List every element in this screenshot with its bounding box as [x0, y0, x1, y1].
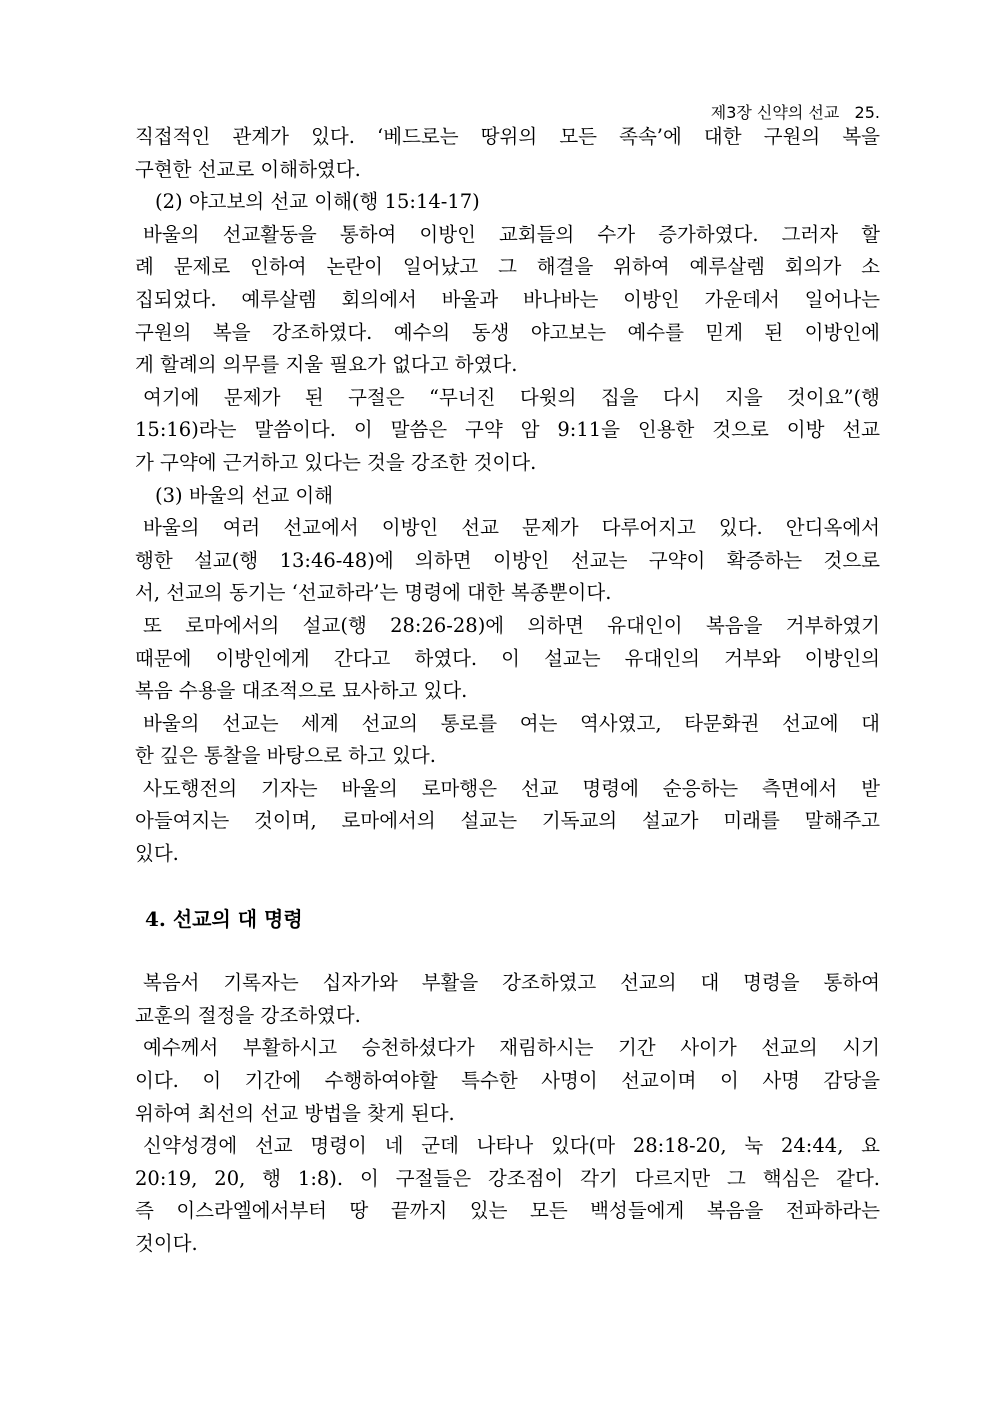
text-line: 예수께서 부활하시고 승천하셨다가 재림하시는 기간 사이가 선교의 시기 [143, 1036, 880, 1060]
body-text [135, 121, 880, 1261]
chapter-title: 제3장 신약의 선교 [710, 103, 840, 122]
text-line: 집되었다. 예루살렘 회의에서 바울과 바나바는 이방인 가운데서 일어나는 [135, 287, 880, 311]
text-line: 때문에 이방인에게 간다고 하였다. 이 설교는 유대인의 거부와 이방인의 [135, 646, 880, 670]
section-heading: 4. 선교의 대 명령 [145, 906, 303, 931]
text-line: 서, 선교의 동기는 ‘선교하라’는 명령에 대한 복종뿐이다. [135, 581, 612, 605]
text-line: 아들여지는 것이며, 로마에서의 설교는 기독교의 설교가 미래를 말해주고 [135, 809, 880, 833]
text-line: 가 구약에 근거하고 있다는 것을 강조한 것이다. [135, 450, 537, 474]
text-line: 바울의 여러 선교에서 이방인 선교 문제가 다루어지고 있다. 안디옥에서 [143, 516, 880, 540]
text-line: 한 깊은 통찰을 바탕으로 하고 있다. [135, 744, 436, 768]
text-line: 있다. [135, 842, 179, 866]
page-number: 25. [854, 103, 880, 122]
text-line: 사도행전의 기자는 바울의 로마행은 선교 명령에 순응하는 측면에서 받 [143, 776, 880, 800]
text-line: 바울의 선교활동을 통하여 이방인 교회들의 수가 증가하였다. 그러자 할 [143, 222, 880, 246]
text-line: 복음서 기록자는 십자가와 부활을 강조하였고 선교의 대 명령을 통하여 [143, 971, 880, 995]
text-line: 즉 이스라엘에서부터 땅 끝까지 있는 모든 백성들에게 복음을 전파하라는 [135, 1199, 880, 1223]
paragraph-block-1 [135, 121, 880, 871]
running-header [711, 100, 880, 123]
text-line: 20:19, 20, 행 1:8). 이 구절들은 강조점이 각기 다르지만 그 핵심은 같다. [135, 1166, 880, 1190]
text-line: 직접적인 관계가 있다. ‘베드로는 땅위의 모든 족속’에 대한 구원의 복을 [135, 125, 880, 148]
text-line: 례 문제로 인하여 논란이 일어났고 그 해결을 위하여 예루살렘 회의가 소 [135, 255, 880, 279]
text-line: 여기에 문제가 된 구절은 “무너진 다윗의 집을 다시 지을 것이요”(행 [143, 385, 880, 409]
text-line: 구원의 복을 강조하였다. 예수의 동생 야고보는 예수를 믿게 된 이방인에 [135, 320, 880, 344]
text-line: (2) 야고보의 선교 이해(행 15:14-17) [155, 190, 480, 214]
text-line: 위하여 최선의 선교 방법을 찾게 된다. [135, 1101, 455, 1125]
text-line: 복음 수용을 대조적으로 묘사하고 있다. [135, 679, 468, 703]
text-line: (3) 바울의 선교 이해 [155, 483, 334, 507]
text-line: 바울의 선교는 세계 선교의 통로를 여는 역사였고, 타문화권 선교에 대 [143, 711, 880, 735]
text-line: 이다. 이 기간에 수행하여야할 특수한 사명이 선교이며 이 사명 감당을 [135, 1069, 880, 1093]
text-line: 것이다. [135, 1232, 198, 1255]
text-line: 행한 설교(행 13:46-48)에 의하면 이방인 선교는 구약이 확증하는 것으로 [135, 548, 880, 572]
text-line: 구현한 선교로 이해하였다. [135, 157, 361, 181]
text-line: 15:16)라는 말씀이다. 이 말씀은 구약 암 9:11을 인용한 것으로 이방 선교 [135, 418, 880, 442]
text-line: 또 로마에서의 설교(행 28:26-28)에 의하면 유대인이 복음을 거부하였기 [143, 613, 880, 637]
text-line: 교훈의 절정을 강조하였다. [135, 1003, 361, 1027]
text-line: 신약성경에 선교 명령이 네 군데 나타나 있다(마 28:18-20, 눅 24:44, 요 [143, 1134, 880, 1158]
text-line: 게 할례의 의무를 지울 필요가 없다고 하였다. [135, 353, 518, 377]
paragraph-block-2 [135, 967, 880, 1260]
